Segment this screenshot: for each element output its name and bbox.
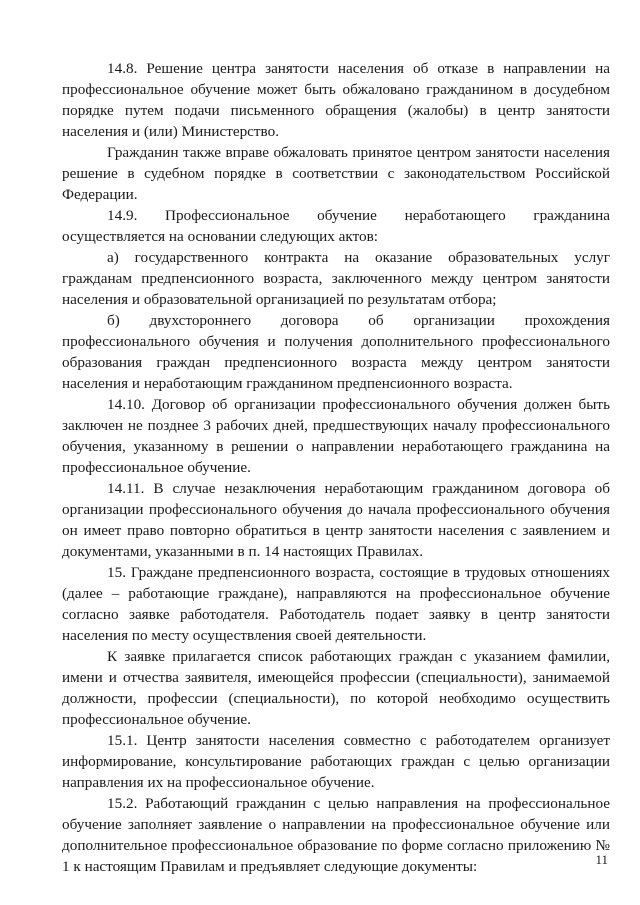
paragraph-14-9-a: а) государственного контракта на оказание образовательных услуг гражданам предпенсионного возраста, заключенного между центром занятости населения и образовательной организацией по результатам отбора; bbox=[62, 249, 610, 308]
paragraph-15-list: К заявке прилагается список работающих граждан с указанием фамилии, имени и отчества заявителя, имеющейся профессии (специальности), занимаемой должности, профессии (специальности), по которой необходимо осуществить профессиональное обучение. bbox=[62, 648, 610, 728]
page-number: 11 bbox=[595, 852, 608, 867]
paragraph-14-8: 14.8. Решение центра занятости населения об отказе в направлении на профессиональное обучение может быть обжаловано гражданином в досудебном порядке путем подачи письменного обращения (жалобы) в центр занятости населения и (или) Министерство. bbox=[62, 60, 610, 140]
paragraph-15-2: 15.2. Работающий гражданин с целью направления на профессиональное обучение заполняет заявление о направлении на профессиональное обучение или дополнительное профессиональное образование по форме согласно приложению № 1 к настоящим Правилам и предъявляет следующие документы: bbox=[62, 795, 610, 875]
paragraph-15: 15. Граждане предпенсионного возраста, состоящие в трудовых отношениях (далее – работающие граждане), направляются на профессиональное обучение согласно заявке работодателя. Работодатель подает заявку в центр занятости населения по месту осуществления своей деятельности. bbox=[62, 564, 610, 644]
paragraph-appeal-court: Гражданин также вправе обжаловать принятое центром занятости населения решение в судебном порядке в соответствии с законодательством Российской Федерации. bbox=[62, 144, 610, 203]
paragraph-14-11: 14.11. В случае незаключения неработающим гражданином договора об организации профессионального обучения до начала профессионального обучения он имеет право повторно обратиться в центр занятости населения с заявлением и документами, указанными в п. 14 настоящих Правилах. bbox=[62, 480, 610, 560]
paragraph-15-1: 15.1. Центр занятости населения совместно с работодателем организует информирование, консультирование работающих граждан с целью организации направления их на профессиональное обучение. bbox=[62, 732, 610, 791]
paragraph-14-10: 14.10. Договор об организации профессионального обучения должен быть заключен не позднее 3 рабочих дней, предшествующих началу профессионального обучения, указанному в решении о направлении неработающего гражданина на профессиональное обучение. bbox=[62, 396, 610, 476]
paragraph-14-9-b: б) двухстороннего договора об организации прохождения профессионального обучения и получения дополнительного профессионального образования граждан предпенсионного возраста между центром занятости населения и неработающим гражданином предпенсионного возраста. bbox=[62, 312, 610, 392]
document-body bbox=[62, 58, 610, 877]
paragraph-14-9: 14.9. Профессиональное обучение неработающего гражданина осуществляется на основании следующих актов: bbox=[62, 207, 610, 245]
